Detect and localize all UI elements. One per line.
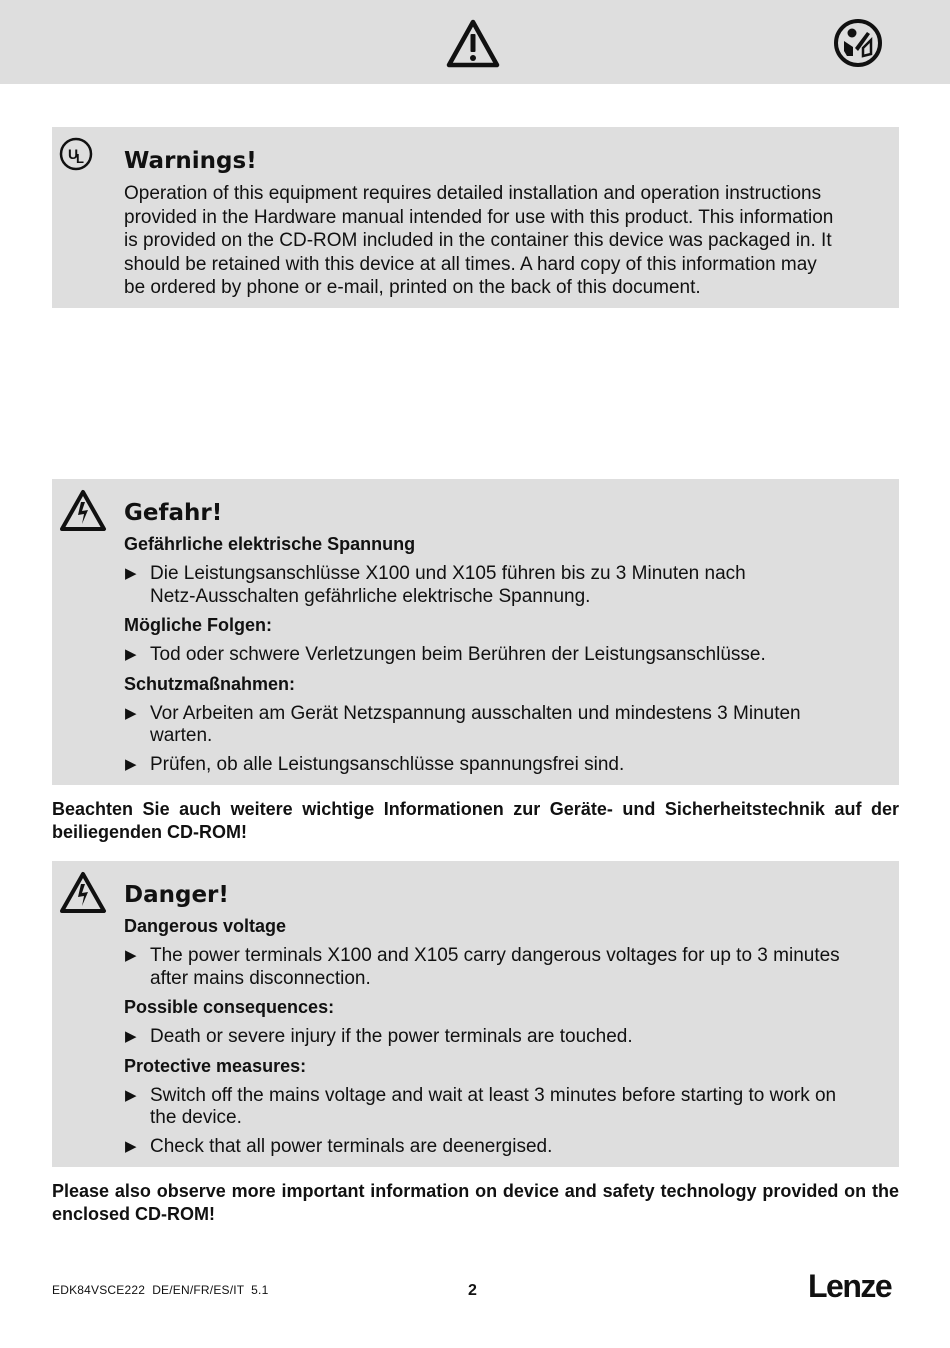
bullet-line: warten. — [150, 725, 213, 746]
bullet-arrow-icon: ▶ — [125, 565, 137, 582]
bullet-arrow-icon: ▶ — [125, 1086, 137, 1104]
gefahr-hazard-bullet — [124, 563, 885, 608]
bullet-arrow-icon: ▶ — [125, 1028, 137, 1045]
warnings-body — [124, 182, 885, 300]
warnings-line: is provided on the CD-ROM included in the container this device was packaged in. It — [124, 230, 832, 252]
warnings-line: provided in the Hardware manual intended for use with this product. This information — [124, 206, 834, 228]
bullet-arrow-icon: ▶ — [125, 1137, 137, 1155]
gefahr-box — [52, 479, 899, 785]
electric-hazard-icon — [59, 489, 107, 532]
danger-box — [52, 861, 899, 1167]
bullet-line: Tod oder schwere Verletzungen beim Berühren der Leistungsanschlüsse. — [150, 644, 766, 665]
danger-note: Please also observe more important information on device and safety technology provided on the enclosed CD-ROM! — [52, 1181, 899, 1224]
bullet-arrow-icon: ▶ — [125, 947, 137, 964]
danger-hazard: Dangerous voltage — [124, 916, 287, 936]
gefahr-note: Beachten Sie auch weitere wichtige Informationen zur Geräte- und Sicherheitstechnik auf der beiliegenden CD-ROM! — [52, 799, 899, 842]
bullet-line: Die Leistungsanschlüsse X100 und X105 führen bis zu 3 Minuten nach — [150, 563, 746, 584]
bullet-line: The power terminals X100 and X105 carry dangerous voltages for up to 3 minutes — [150, 945, 840, 966]
warnings-line: should be retained with this device at all times. A hard copy of this information may — [124, 253, 817, 275]
bullet-arrow-icon: ▶ — [125, 704, 137, 722]
gefahr-measure-bullet — [124, 703, 885, 748]
svg-text:U: U — [68, 146, 79, 162]
danger-measure-bullet — [124, 1085, 885, 1130]
lenze-logo: Lenze — [808, 1268, 892, 1304]
gefahr-consequence-bullet — [124, 644, 885, 667]
bullet-line: Death or severe injury if the power terminals are touched. — [150, 1026, 633, 1047]
electric-hazard-icon — [59, 871, 107, 914]
gefahr-consequences-label: Mögliche Folgen: — [124, 615, 272, 635]
svg-text:L: L — [76, 151, 84, 166]
bullet-line: Check that all power terminals are deenergised. — [150, 1135, 553, 1157]
gefahr-title: Gefahr! — [124, 500, 223, 526]
danger-consequences-label: Possible consequences: — [124, 997, 335, 1017]
bullet-line: the device. — [150, 1107, 242, 1128]
gefahr-measures-label: Schutzmaßnahmen: — [124, 673, 296, 694]
bullet-line: after mains disconnection. — [150, 967, 371, 989]
bullet-line: Vor Arbeiten am Gerät Netzspannung ausschalten und mindestens 3 Minuten — [150, 702, 801, 724]
warnings-line: Operation of this equipment requires detailed installation and operation instructions — [124, 183, 822, 204]
read-manual-icon — [833, 18, 883, 68]
bullet-arrow-icon: ▶ — [125, 755, 137, 773]
danger-title: Danger! — [124, 882, 229, 908]
page-number: 2 — [468, 1282, 477, 1299]
bullet-arrow-icon: ▶ — [125, 646, 137, 663]
document-code: EDK84VSCE222 DE/EN/FR/ES/IT 5.1 — [52, 1283, 269, 1297]
gefahr-hazard: Gefährliche elektrische Spannung — [124, 534, 416, 554]
warnings-line: be ordered by phone or e-mail, printed on the back of this document. — [124, 277, 701, 299]
warnings-box — [52, 127, 899, 308]
danger-hazard-bullet — [124, 945, 885, 990]
gefahr-measure-bullet — [124, 754, 885, 777]
ul-mark-icon — [59, 137, 93, 171]
bullet-line: Prüfen, ob alle Leistungsanschlüsse spannungsfrei sind. — [150, 753, 625, 775]
danger-measure-bullet — [124, 1136, 885, 1159]
warnings-title: Warnings! — [124, 148, 257, 174]
warning-triangle-icon — [446, 19, 500, 68]
bullet-line: Switch off the mains voltage and wait at least 3 minutes before starting to work on — [150, 1084, 837, 1106]
page-header-bar — [0, 0, 950, 84]
danger-measures-label: Protective measures: — [124, 1055, 307, 1076]
bullet-line: Netz-Ausschalten gefährliche elektrische Spannung. — [150, 585, 591, 607]
danger-consequence-bullet — [124, 1026, 885, 1049]
